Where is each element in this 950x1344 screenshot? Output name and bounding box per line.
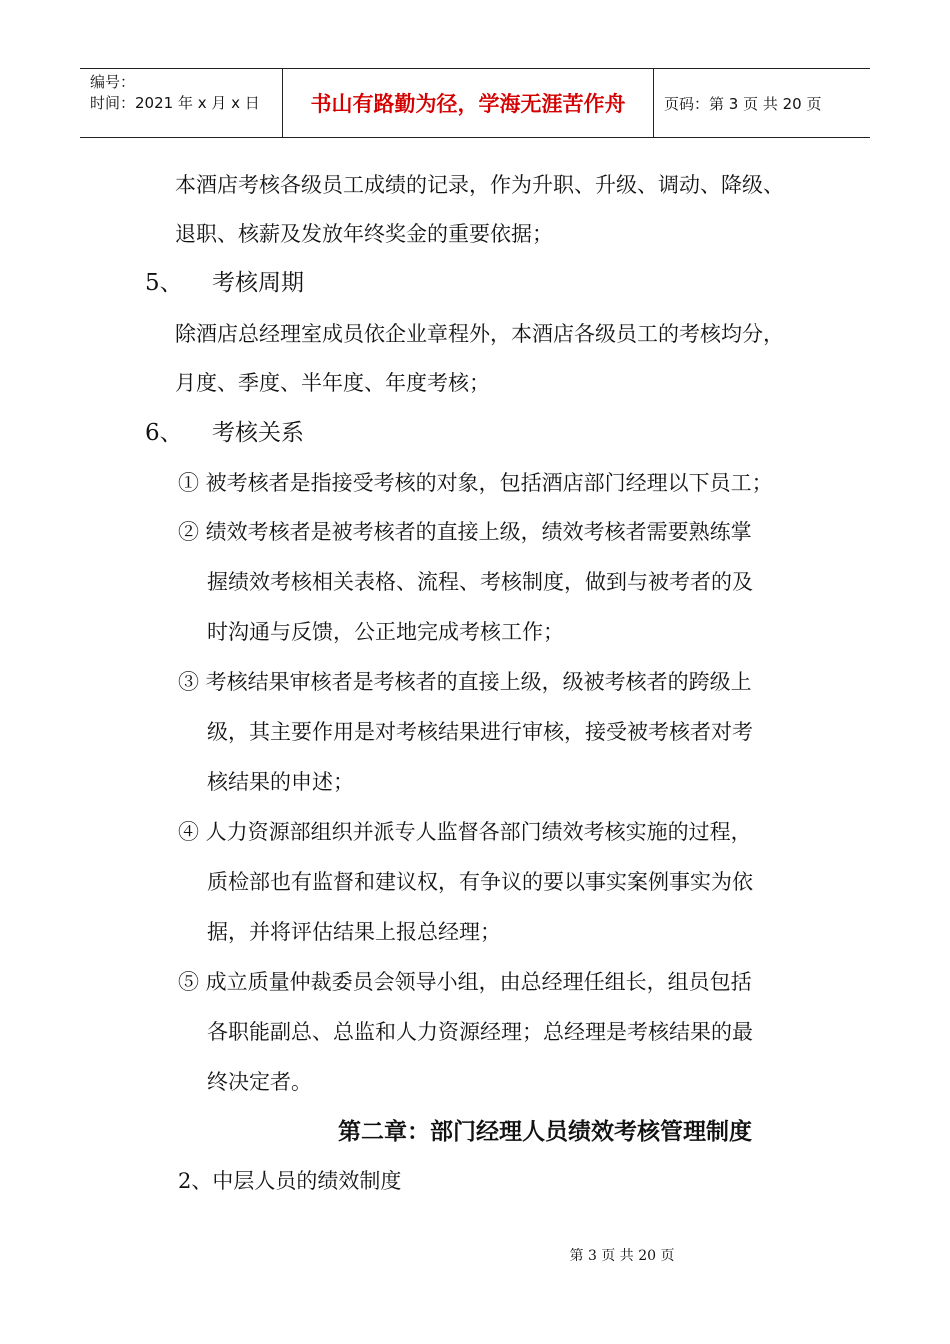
header-meta bbox=[90, 72, 260, 114]
list-item-4-continued: 据，并将评估结果上报总经理； bbox=[207, 920, 501, 944]
list-item-4-continued: 质检部也有监督和建议权，有争议的要以事实案例事实为依 bbox=[207, 870, 753, 894]
section-number: 6、 bbox=[145, 420, 183, 446]
list-item-2-continued: 时沟通与反馈，公正地完成考核工作； bbox=[207, 620, 564, 644]
list-item-5-continued: 终决定者。 bbox=[207, 1070, 312, 1094]
section-title: 考核周期 bbox=[212, 270, 304, 296]
header-divider bbox=[653, 69, 654, 137]
paragraph-line: 月度、季度、半年度、年度考核； bbox=[175, 371, 490, 395]
list-item-4: ④ 人力资源部组织并派专人监督各部门绩效考核实施的过程， bbox=[178, 820, 752, 844]
section-heading-6 bbox=[145, 418, 304, 448]
intro-line: 本酒店考核各级员工成绩的记录，作为升职、升级、调动、降级、 bbox=[175, 173, 784, 197]
list-item-2-continued: 握绩效考核相关表格、流程、考核制度，做到与被考者的及 bbox=[207, 570, 753, 594]
intro-line: 退职、核薪及发放年终奖金的重要依据； bbox=[175, 222, 553, 246]
page-header bbox=[80, 68, 870, 138]
section-number: 5、 bbox=[145, 270, 183, 296]
header-page-info: 页码：第 3 页 共 20 页 bbox=[664, 94, 822, 113]
list-item-2: ② 绩效考核者是被考核者的直接上级，绩效考核者需要熟练掌 bbox=[178, 520, 752, 544]
chapter-title: 第二章：部门经理人员绩效考核管理制度 bbox=[338, 1119, 752, 1145]
list-item-3-continued: 核结果的申述； bbox=[207, 770, 354, 794]
header-motto: 书山有路勤为径，学海无涯苦作舟 bbox=[310, 92, 626, 116]
list-item-5-continued: 各职能副总、总监和人力资源经理；总经理是考核结果的最 bbox=[207, 1020, 753, 1044]
document-date: 时间：2021 年 x 月 x 日 bbox=[90, 94, 260, 112]
list-item-5: ⑤ 成立质量仲裁委员会领导小组，由总经理任组长，组员包括 bbox=[178, 970, 752, 994]
document-number-label: 编号： bbox=[90, 73, 136, 91]
section-heading-5 bbox=[145, 268, 304, 298]
list-item-1: ① 被考核者是指接受考核的对象，包括酒店部门经理以下员工； bbox=[178, 471, 773, 495]
paragraph-line: 除酒店总经理室成员依企业章程外，本酒店各级员工的考核均分， bbox=[175, 322, 784, 346]
page-footer: 第 3 页 共 20 页 bbox=[569, 1248, 675, 1264]
subsection-heading: 2、中层人员的绩效制度 bbox=[178, 1169, 402, 1193]
section-title: 考核关系 bbox=[212, 420, 304, 446]
list-item-3-continued: 级，其主要作用是对考核结果进行审核，接受被考核者对考 bbox=[207, 720, 753, 744]
list-item-3: ③ 考核结果审核者是考核者的直接上级，级被考核者的跨级上 bbox=[178, 670, 752, 694]
